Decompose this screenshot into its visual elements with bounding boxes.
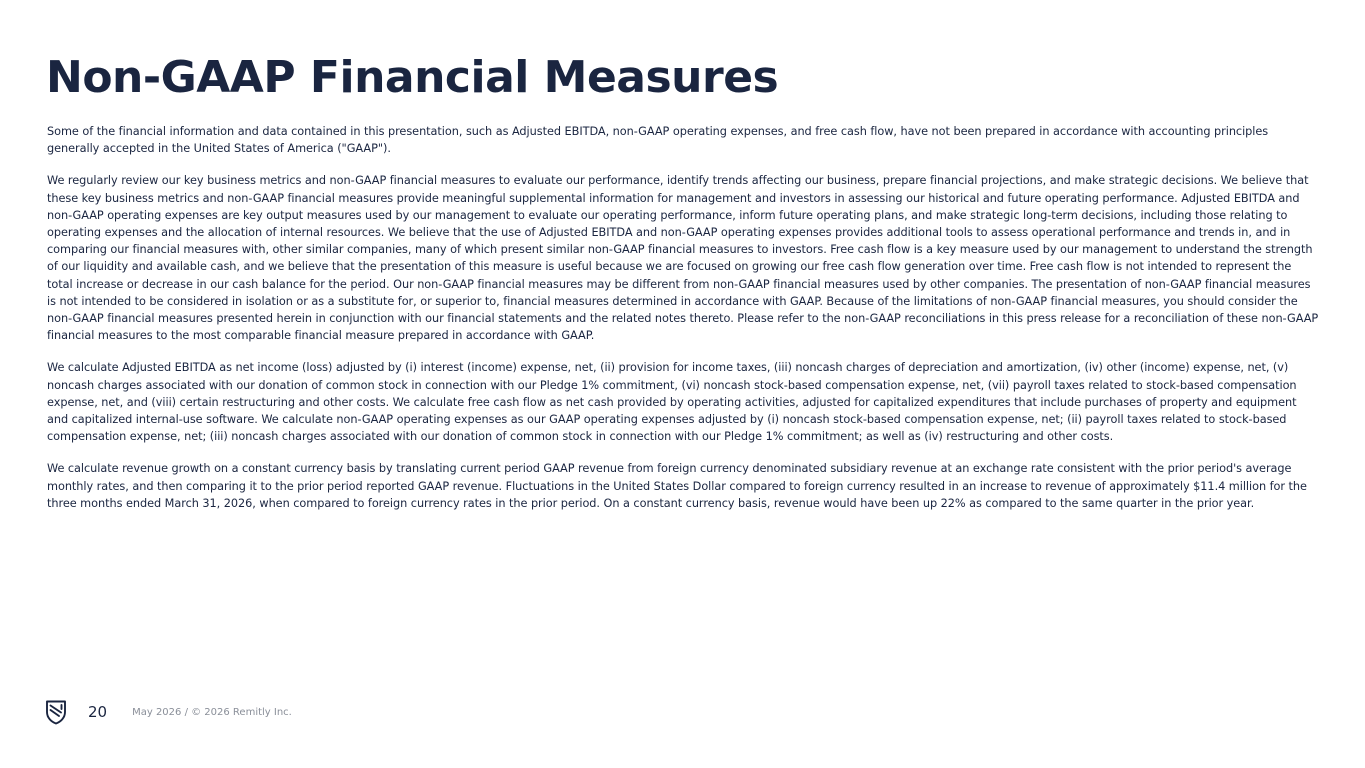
copyright-note: May 2026 / © 2026 Remitly Inc. <box>132 707 292 718</box>
remitly-shield-logo-icon <box>45 699 67 725</box>
paragraph-constant-currency: We calculate revenue growth on a constant currency basis by translating current period GAAP revenue from foreign currency denominated subsidiary revenue at an exchange rate consistent with the prior period's average monthly rates, and then comparing it to the prior period reported GAAP revenue. Fluctuations in the United States Dollar compared to foreign currency resulted in an increase to revenue of approximately $11.4 million for the three months ended March 31, 2026, when compared to foreign currency rates in the prior period. On a constant currency basis, revenue would have been up 22% as compared to the same quarter in the prior year. <box>47 462 1307 510</box>
body-text <box>47 123 1319 527</box>
paragraph-intro: Some of the financial information and data contained in this presentation, such as Adjusted EBITDA, non-GAAP operating expenses, and free cash flow, have not been prepared in accordance with accounting principles generally accepted in the United States of America ("GAAP"). <box>47 125 1269 156</box>
paragraph-adjusted-ebitda: We calculate Adjusted EBITDA as net income (loss) adjusted by (i) interest (income) expense, net, (ii) provision for income taxes, (iii) noncash charges of depreciation and amortization, (iv) other (income) expense, net, (v) noncash charges associated with our donation of common stock in connection with our Pledge 1% commitment, (vi) noncash stock-based compensation expense, net, (vii) payroll taxes related to stock-based compensation expense, net, and (viii) certain restructuring and other costs. We calculate free cash flow as net cash provided by operating activities, adjusted for capitalized expenditures that include purchases of property and equipment and capitalized internal-use software. We calculate non-GAAP operating expenses as our GAAP operating expenses adjusted by (i) noncash stock-based compensation expense, net; (ii) payroll taxes related to stock-based compensation expense, net; (iii) noncash charges associated with our donation of common stock in connection with our Pledge 1% commitment; as well as (iv) restructuring and other costs. <box>47 361 1297 444</box>
footer <box>45 698 292 726</box>
paragraph-key-metrics: We regularly review our key business metrics and non-GAAP financial measures to evaluate our performance, identify trends affecting our business, prepare financial projections, and make strategic decisions. We believe that these key business metrics and non-GAAP financial measures provide meaningful supplemental information for management and investors in assessing our historical and future operating performance. Adjusted EBITDA and non-GAAP operating expenses are key output measures used by our management to evaluate our operating performance, inform future operating plans, and make strategic long-term decisions, including those relating to operating expenses and the allocation of internal resources. We believe that the use of Adjusted EBITDA and non-GAAP operating expenses provides additional tools to assess operational performance and trends in, and in comparing our financial measures with, other similar companies, many of which present similar non-GAAP financial measures to investors. Free cash flow is a key measure used by our management to understand the strength of our liquidity and available cash, and we believe that the presentation of this measure is useful because we are focused on growing our free cash flow generation over time. Free cash flow is not intended to represent the total increase or decrease in our cash balance for the period. Our non-GAAP financial measures may be different from non-GAAP financial measures used by other companies. The presentation of non-GAAP financial measures is not intended to be considered in isolation or as a substitute for, or superior to, financial measures determined in accordance with GAAP. Because of the limitations of non-GAAP financial measures, you should consider the non-GAAP financial measures presented herein in conjunction with our financial statements and the related notes thereto. Please refer to the non-GAAP reconciliations in this press release for a reconciliation of these non-GAAP financial measures to the most comparable financial measure prepared in accordance with GAAP. <box>47 174 1319 343</box>
page-title: Non-GAAP Financial Measures <box>46 52 779 103</box>
page-number: 20 <box>88 703 108 721</box>
